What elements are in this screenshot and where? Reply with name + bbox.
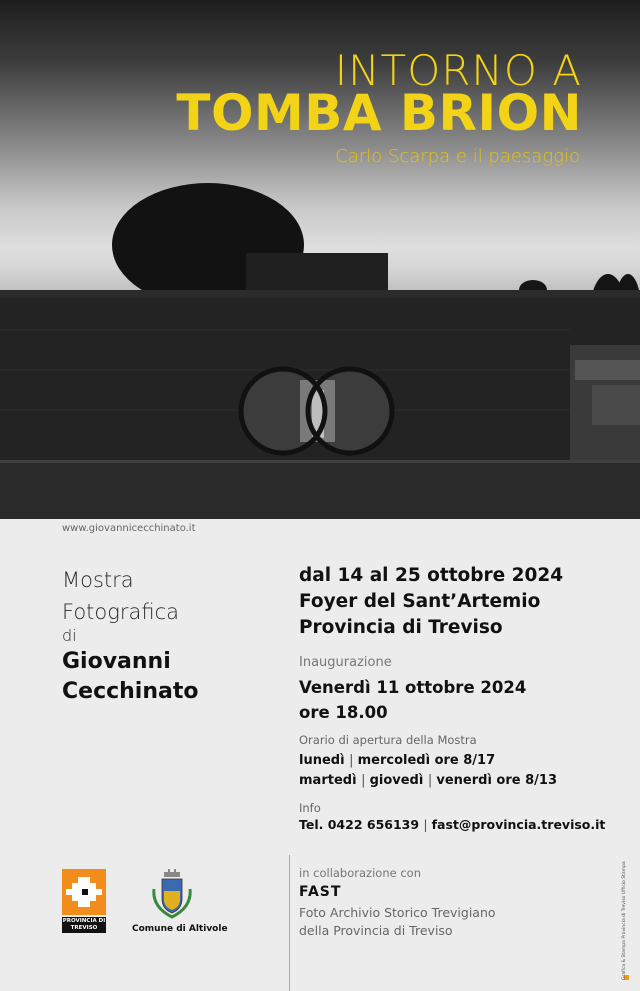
hours-label: Orario di apertura della Mostra [299, 733, 477, 747]
collaborator-description [299, 904, 496, 940]
collaborator-desc-line-2: della Provincia di Treviso [299, 923, 453, 938]
hours-day: mercoledì ore 8/17 [357, 753, 496, 768]
vertical-divider [289, 855, 290, 991]
contact-info [299, 817, 605, 832]
hours-day: lunedì [299, 753, 345, 768]
hours-day: martedì [299, 773, 357, 788]
separator: | [349, 753, 358, 768]
hours-day: venerdì ore 8/13 [436, 773, 558, 788]
separator: | [361, 773, 370, 788]
photographer-website: www.giovannicecchinato.it [62, 523, 196, 534]
event-details [299, 563, 563, 641]
event-venue: Foyer del Sant’Artemio [299, 591, 541, 612]
exhibition-type [62, 564, 179, 628]
exhibition-type-line-2: Fotografica [62, 600, 180, 624]
by-label: di [62, 626, 77, 645]
hours-row-1 [299, 751, 557, 771]
email-address: fast@provincia.treviso.it [431, 817, 606, 832]
author-last-name: Cecchinato [62, 679, 199, 704]
comune-altivole-crest-icon [150, 869, 194, 921]
event-dates: dal 14 al 25 ottobre 2024 [299, 565, 564, 586]
author-first-name: Giovanni [62, 649, 171, 674]
title-line-2: TOMBA BRION [176, 84, 582, 142]
event-organization: Provincia di Treviso [299, 617, 503, 638]
phone-number: Tel. 0422 656139 [299, 817, 420, 832]
collaboration-label: in collaborazione con [299, 866, 421, 880]
collaborator-desc-line-1: Foto Archivio Storico Trevigiano [299, 905, 496, 920]
hours-row-2 [299, 771, 557, 791]
author-name [62, 647, 199, 707]
comune-logo-label: Comune di Altivole [132, 924, 228, 934]
info-label: Info [299, 801, 321, 815]
inauguration-details [299, 675, 526, 725]
provincia-logo-label: PROVINCIA DI TREVISO [62, 918, 106, 931]
separator: | [427, 773, 437, 788]
exhibition-type-line-1: Mostra [62, 568, 134, 592]
print-credit: Grafica & Stampa Provincia di Treviso Ufficio Stampa [622, 861, 627, 980]
inauguration-label: Inaugurazione [299, 655, 392, 670]
inauguration-time: ore 18.00 [299, 703, 388, 722]
separator: | [423, 817, 432, 832]
collaborator-name: FAST [299, 884, 342, 900]
title-line-1: INTORNO A [334, 46, 582, 95]
inauguration-date: Venerdì 11 ottobre 2024 [299, 678, 527, 697]
subtitle: Carlo Scarpa e il paesaggio [335, 146, 580, 167]
hours-day: giovedì [369, 773, 424, 788]
opening-hours [299, 751, 557, 791]
